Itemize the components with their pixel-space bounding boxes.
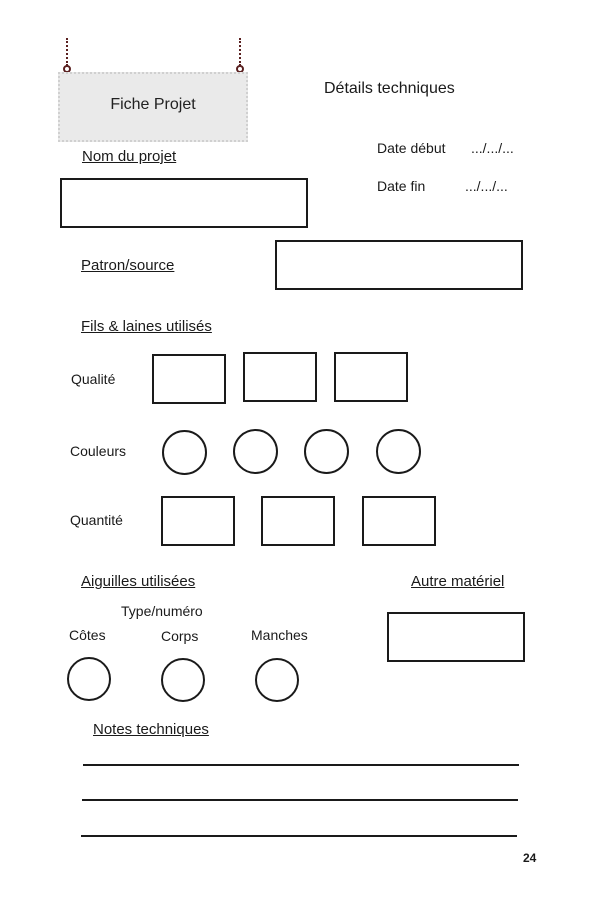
body-needle-circle[interactable] — [161, 658, 205, 702]
body-label: Corps — [161, 628, 199, 644]
color-circle-4[interactable] — [376, 429, 421, 474]
start-date-label: Date début — [377, 140, 446, 156]
ribs-needle-circle[interactable] — [67, 657, 111, 701]
quality-label: Qualité — [71, 371, 116, 387]
needle-type-label: Type/numéro — [121, 603, 203, 619]
yarns-section-title: Fils & laines utilisés — [81, 318, 212, 335]
notes-section-title: Notes techniques — [93, 721, 209, 738]
page-number: 24 — [523, 851, 537, 865]
pattern-source-field[interactable] — [275, 240, 523, 290]
sign-chain-right — [239, 38, 241, 66]
quantity-box-2[interactable] — [261, 496, 335, 546]
section-title: Détails techniques — [324, 80, 455, 97]
project-name-field[interactable] — [60, 178, 308, 228]
notes-line-3[interactable] — [81, 835, 517, 837]
other-material-field[interactable] — [387, 612, 525, 662]
color-circle-1[interactable] — [162, 430, 207, 475]
start-date-value: .../.../... — [471, 140, 514, 156]
notes-line-1[interactable] — [83, 764, 519, 766]
color-circle-3[interactable] — [304, 429, 349, 474]
quality-box-2[interactable] — [243, 352, 317, 402]
end-date-label: Date fin — [377, 178, 426, 194]
notes-line-2[interactable] — [82, 799, 518, 801]
ribs-label: Côtes — [69, 627, 106, 643]
quantity-label: Quantité — [70, 512, 123, 528]
sign-chain-left — [66, 38, 68, 66]
colors-label: Couleurs — [70, 443, 127, 459]
needles-section-title: Aiguilles utilisées — [81, 573, 196, 590]
project-name-label: Nom du projet — [82, 148, 177, 165]
end-date-value: .../.../... — [465, 178, 508, 194]
other-material-title: Autre matériel — [411, 573, 505, 590]
sleeves-label: Manches — [251, 627, 308, 643]
sleeves-needle-circle[interactable] — [255, 658, 299, 702]
quality-box-3[interactable] — [334, 352, 408, 402]
quantity-box-3[interactable] — [362, 496, 436, 546]
quantity-box-1[interactable] — [161, 496, 235, 546]
pattern-source-label: Patron/source — [81, 257, 175, 274]
color-circle-2[interactable] — [233, 429, 278, 474]
page-title: Fiche Projet — [110, 96, 196, 113]
quality-box-1[interactable] — [152, 354, 226, 404]
title-sign — [58, 72, 248, 142]
